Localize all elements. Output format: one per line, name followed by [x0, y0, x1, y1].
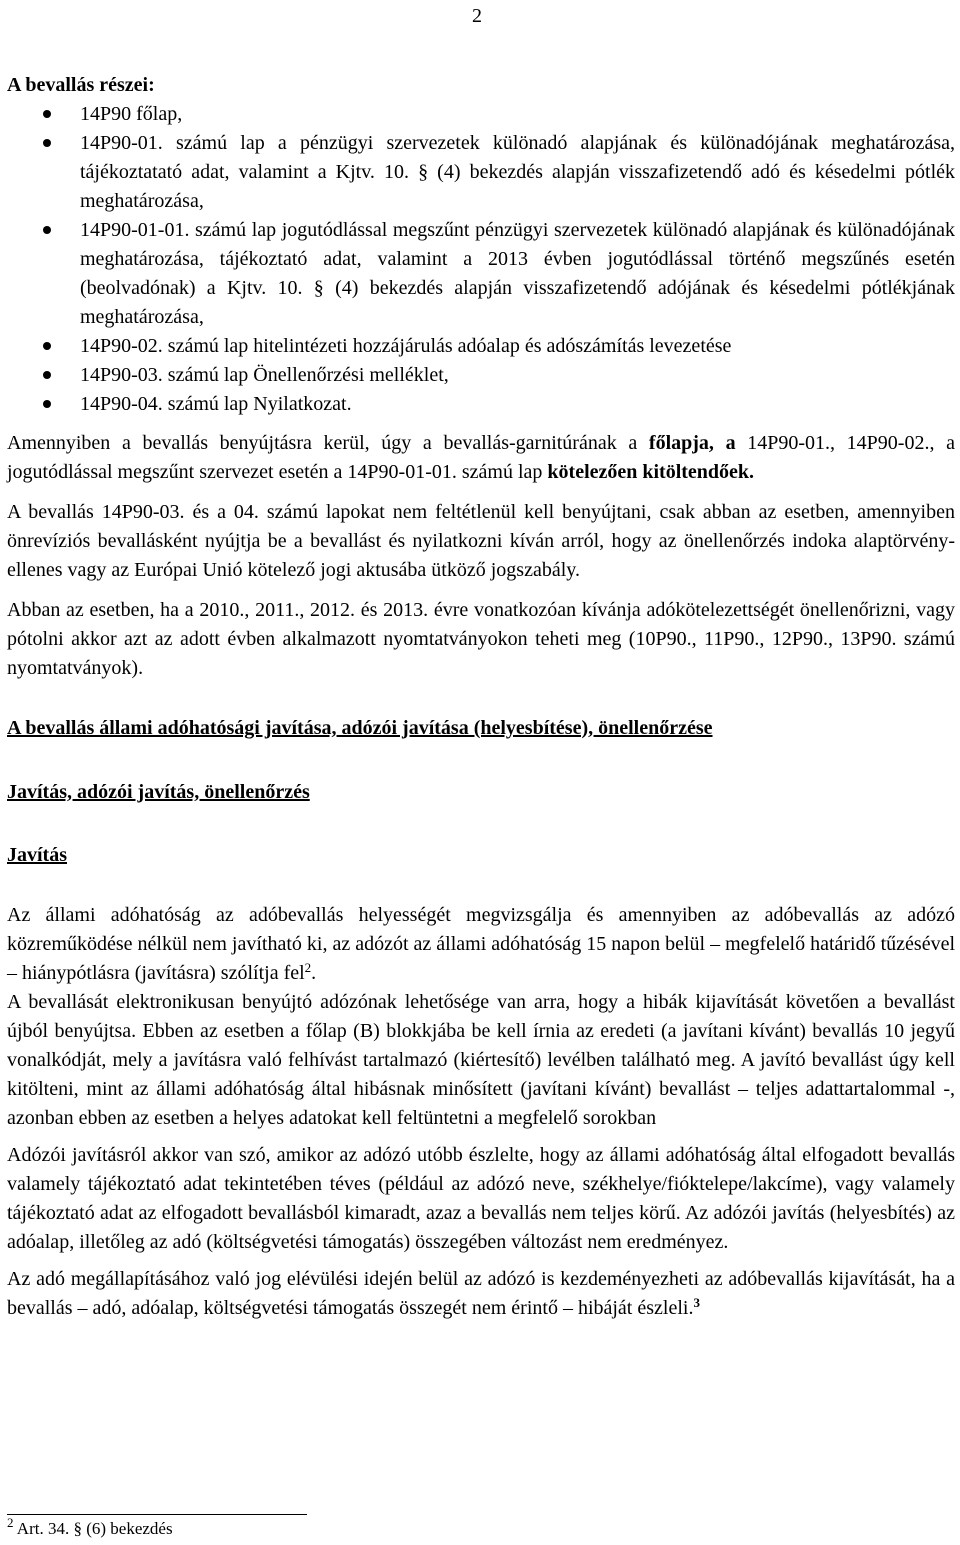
- bullet-icon: [43, 400, 51, 408]
- javitas-heading: Javítás: [7, 844, 67, 866]
- bullet-icon: [43, 110, 51, 118]
- footnote-ref: 3: [693, 1295, 700, 1310]
- optional-sheets-paragraph: A bevallás 14P90-03. és a 04. számú lapokat nem feltétlenül kell benyújtani, csak abban az esetben, amennyiben önrevíziós bevallásként nyújtja be a bevallást és nyilatkozni kíván arról, hogy az önellenőrzés indoka alaptörvény-ellenes vagy az Európai Unió kötelező jogi aktusába ütköző jogszabály.: [7, 501, 955, 581]
- bullet-icon: [43, 226, 51, 234]
- document-body: [7, 71, 955, 1323]
- section-heading: A bevallás állami adóhatósági javítása, adózói javítása (helyesbítése), önellenőrzése: [7, 717, 713, 739]
- elevules-paragraph: Az adó megállapításához való jog elévülési idején belül az adózó is kezdeményezheti az adóbevallás kijavítását, ha a bevallás – adó, adóalap, költségvetési támogatás összegét nem érintő – hibáját észleli.$^3$: [7, 1268, 955, 1319]
- list-item: 14P90 főlap,: [7, 100, 955, 129]
- list-item: 14P90-01-01. számú lap jogutódlással megszűnt pénzügyi szervezetek különadó alapjának és különadójának meghatározása, tájékoztató adat, valamint a 2013 évben jogutódlással történő megszűnés esetén (beolvadónak) a Kjtv. 10. § (4) bekezdés alapján visszafizetendő adójának és késedelmi pótlékjának meghatározása,: [7, 216, 955, 332]
- footnote: $^2$ Art. 34. § (6) bekezdés: [7, 1515, 173, 1538]
- mandatory-paragraph: Amennyiben a bevallás benyújtásra kerül, úgy a bevallás-garnitúrának a főlapja, a 14P90-01., 14P90-02., a jogutódlással megszűnt szervezet esetén a 14P90-01-01. számú lap kötelezően kitöltendőek.: [7, 432, 955, 483]
- list-item: 14P90-04. számú lap Nyilatkozat.: [7, 390, 955, 419]
- adozoi-javitas-paragraph: Adózói javításról akkor van szó, amikor az adózó utóbb észlelte, hogy az állami adóhatóság által elfogadott bevallás valamely tájékoztató adat tekintetében téves (például az adózó neve, székhelye/fióktelepe/lakcíme), vagy valamely tájékoztató adat az elfogadott bevallásból kimaradt, azaz a bevallás nem teljes körű. Az adózói javítás (helyesbítés) az adóalap, illetőleg az adó (költségvetési támogatás) összegében változást nem eredményez.: [7, 1144, 955, 1253]
- page-number: 2: [472, 5, 482, 27]
- parts-list: [7, 100, 955, 419]
- subsection-heading: Javítás, adózói javítás, önellenőrzés: [7, 781, 310, 803]
- footnote-ref: 2: [304, 960, 312, 975]
- bullet-icon: [43, 342, 51, 350]
- bullet-icon: [43, 139, 51, 147]
- javitas-paragraph-2: A bevallását elektronikusan benyújtó adózónak lehetősége van arra, hogy a hibák kijavítását követően a bevallást újból benyújtsa. Ebben az esetben a főlap (B) blokkjába be kell írnia az eredeti (a javítani kívánt) bevallás 10 jegyű vonalkódját, mely a javításra való felhívást tartalmazó (kiértesítő) levélben található meg. A javító bevallást úgy kell kitölteni, mint az állami adóhatóság által hibásnak minősített (javítani kívánt) bevallást – teljes adattartalommal -, azonban ebben az esetben a helyes adatokat kell feltüntetni a megfelelő sorokban: [7, 991, 955, 1129]
- javitas-paragraph-1: Az állami adóhatóság az adóbevallás helyességét megvizsgálja és amennyiben az adóbevallás az adózó közreműködése nélkül nem javítható ki, az adózót az állami adóhatóság 15 napon belül – megfelelő határidő tűzésével – hiánypótlásra (javításra) szólítja fel$^2$.: [7, 904, 955, 984]
- list-item: 14P90-03. számú lap Önellenőrzési melléklet,: [7, 361, 955, 390]
- list-item: 14P90-01. számú lap a pénzügyi szervezetek különadó alapjának és különadójának meghatározása, tájékoztatató adat, valamint a Kjtv. 10. § (4) bekezdés alapján visszafizetendő adó és késedelmi pótlék meghatározása,: [7, 129, 955, 216]
- footnote-divider: [7, 1514, 307, 1515]
- list-item: 14P90-02. számú lap hitelintézeti hozzájárulás adóalap és adószámítás levezetése: [7, 332, 955, 361]
- previous-years-paragraph: Abban az esetben, ha a 2010., 2011., 2012. és 2013. évre vonatkozóan kívánja adókötelezettségét önellenőrizni, vagy pótolni akkor azt az adott évben alkalmazott nyomtatványokon teheti meg (10P90., 11P90., 12P90., 13P90. számú nyomtatványok).: [7, 599, 955, 679]
- bullet-icon: [43, 371, 51, 379]
- parts-title: A bevallás részei:: [7, 74, 155, 96]
